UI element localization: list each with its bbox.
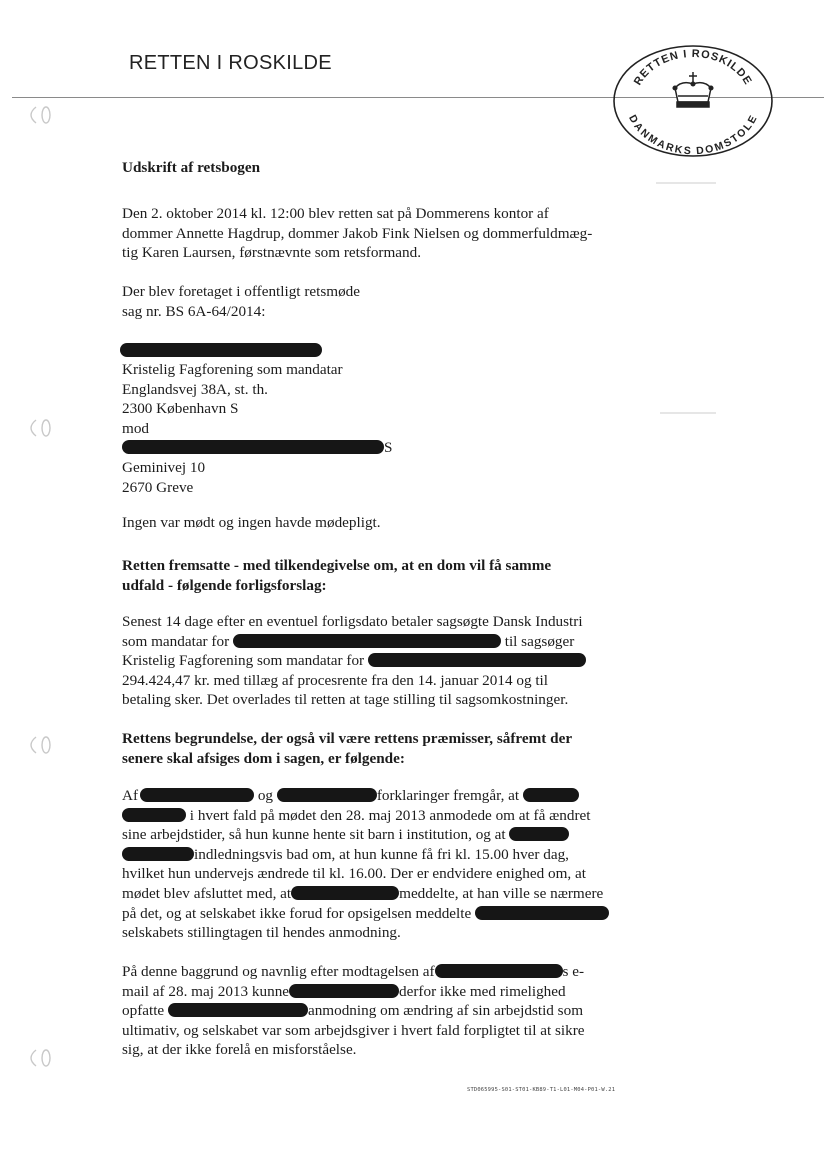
text-fragment: som mandatar for bbox=[122, 632, 230, 650]
document-id-code: STD065995-S01-ST01-KB89-T1-L01-M04-P01-W.21 bbox=[467, 1087, 616, 1093]
text-line: 2670 Greve bbox=[122, 478, 194, 496]
case-number: sag nr. BS 6A-64/2014: bbox=[122, 302, 266, 320]
bleed-through-mark bbox=[660, 412, 716, 414]
text-line: dommer Annette Hagdrup, dommer Jakob Fink Nielsen og dommerfuldmæg- bbox=[122, 224, 593, 242]
text-line: sig, at der ikke forelå en misforståelse. bbox=[122, 1041, 357, 1059]
text-line: udfald - følgende forligsforslag: bbox=[122, 576, 327, 594]
attendance-statement: Ingen var mødt og ingen havde mødepligt. bbox=[122, 514, 381, 531]
punch-hole-mark bbox=[24, 734, 54, 756]
text-line bbox=[122, 1001, 642, 1021]
text-line: ultimativ, og selskabet var som arbejdsgiver i hvert fald forpligtet til at sikre bbox=[122, 1021, 585, 1039]
redaction-bar bbox=[475, 906, 609, 920]
text-line bbox=[122, 845, 642, 865]
text-line: hvilket hun undervejs ændrede til kl. 16.00. Der er endvidere enighed om, at bbox=[122, 865, 586, 883]
text-fragment: s e- bbox=[562, 963, 585, 980]
redaction-bar bbox=[120, 343, 322, 357]
punch-hole-mark bbox=[24, 1047, 54, 1069]
text-line: Den 2. oktober 2014 kl. 12:00 blev retten sat på Dommerens kontor af bbox=[122, 205, 549, 222]
text-line bbox=[122, 962, 642, 982]
text-line bbox=[122, 651, 642, 671]
court-seal-stamp bbox=[612, 44, 774, 158]
text-fragment: derfor ikke med rimelighed bbox=[399, 982, 566, 1000]
text-line: Senest 14 dage efter en eventuel forligsdato betaler sagsøgte Dansk Industri bbox=[122, 613, 583, 630]
svg-text:DANMARKS DOMSTOLE bbox=[626, 113, 760, 157]
text-line: betaling sker. Det overlades til retten at tage stilling til sagsomkostninger. bbox=[122, 691, 569, 709]
text-fragment: opfatte bbox=[122, 1002, 165, 1020]
text-line bbox=[122, 904, 642, 924]
defendant-name-line bbox=[122, 438, 642, 458]
punch-hole-mark bbox=[24, 417, 54, 439]
text-fragment: meddelte, at han ville se nærmere bbox=[399, 884, 604, 902]
text-fragment: På denne baggrund og navnlig efter modtagelsen af bbox=[122, 963, 435, 980]
text-line bbox=[122, 884, 642, 904]
bleed-through-mark bbox=[656, 182, 716, 184]
redaction-bar bbox=[168, 1003, 308, 1017]
redaction-bar bbox=[122, 440, 384, 454]
text-fragment: Af bbox=[122, 787, 139, 804]
text-line: selskabets stillingtagen til hendes anmodning. bbox=[122, 924, 401, 942]
court-name-header: RETTEN I ROSKILDE bbox=[129, 52, 332, 74]
text-line bbox=[122, 632, 642, 652]
text-fragment: indledningsvis bad om, at hun kunne få fri kl. 15.00 hver dag, bbox=[194, 845, 569, 863]
crown-icon bbox=[673, 72, 713, 107]
text-line: senere skal afsiges dom i sagen, er følgende: bbox=[122, 749, 405, 767]
redaction-bar bbox=[435, 964, 563, 978]
seal-bottom-text: DANMARKS DOMSTOLE bbox=[626, 112, 760, 158]
text-line bbox=[122, 982, 642, 1002]
text-fragment: til sagsøger bbox=[504, 632, 575, 650]
text-fragment: mail af 28. maj 2013 kunne bbox=[122, 982, 290, 1000]
text-fragment: på det, og at selskabet ikke forud for opsigelsen meddelte bbox=[122, 904, 472, 922]
redaction-bar bbox=[122, 847, 194, 861]
text-fragment: i hvert fald på mødet den 28. maj 2013 anmodede om at få ændret bbox=[189, 806, 591, 824]
settlement-heading bbox=[122, 556, 642, 595]
text-line bbox=[122, 825, 642, 845]
document-title: Udskrift af retsbogen bbox=[122, 159, 261, 176]
reasoning-heading bbox=[122, 729, 642, 768]
seal-icon bbox=[612, 44, 774, 158]
text-fragment: anmodning om ændring af sin arbejdstid som bbox=[307, 1002, 584, 1020]
redaction-bar bbox=[509, 827, 569, 841]
redaction-bar bbox=[277, 788, 377, 802]
text-fragment: mødet blev afsluttet med, at bbox=[122, 884, 292, 902]
text-fragment: og bbox=[257, 787, 274, 804]
text-line: Englandsvej 38A, st. th. bbox=[122, 380, 268, 398]
redaction-bar bbox=[233, 634, 501, 648]
amount-line: 294.424,47 kr. med tillæg af procesrente fra den 14. januar 2014 og til bbox=[122, 671, 548, 689]
versus-label: mod bbox=[122, 419, 150, 437]
text-line: Rettens begrundelse, der også vil være rettens præmisser, såfremt der bbox=[122, 730, 573, 747]
text-fragment: sine arbejdstider, så hun kunne hente sit barn i institution, og at bbox=[122, 826, 506, 844]
session-paragraph bbox=[122, 204, 642, 263]
redaction-bar bbox=[122, 808, 186, 822]
text-line: Der blev foretaget i offentligt retsmøde bbox=[122, 283, 360, 300]
seal-top-text: RETTEN I ROSKILDE bbox=[631, 47, 755, 88]
punch-hole-mark bbox=[24, 104, 54, 126]
settlement-paragraph bbox=[122, 612, 642, 710]
text-line: tig Karen Laursen, førstnævnte som retsformand. bbox=[122, 244, 422, 262]
redaction-bar bbox=[523, 788, 579, 802]
reasoning-paragraph bbox=[122, 786, 642, 943]
conclusion-paragraph bbox=[122, 962, 642, 1060]
text-line: 2300 København S bbox=[122, 400, 239, 418]
redaction-bar bbox=[140, 788, 254, 802]
text-fragment: forklaringer fremgår, at bbox=[376, 787, 520, 804]
redaction-bar bbox=[291, 886, 399, 900]
defendant-name-suffix: S bbox=[384, 439, 393, 457]
text-fragment: Kristelig Fagforening som mandatar for bbox=[122, 652, 365, 670]
text-line: Geminivej 10 bbox=[122, 458, 206, 476]
plaintiff-block bbox=[122, 360, 642, 497]
text-line bbox=[122, 806, 642, 826]
redaction-bar bbox=[368, 653, 586, 667]
text-line: Retten fremsatte - med tilkendegivelse om, at en dom vil få samme bbox=[122, 557, 552, 574]
case-paragraph bbox=[122, 282, 642, 321]
text-line bbox=[122, 786, 642, 806]
redaction-bar bbox=[289, 984, 399, 998]
text-line: Kristelig Fagforening som mandatar bbox=[122, 361, 343, 378]
